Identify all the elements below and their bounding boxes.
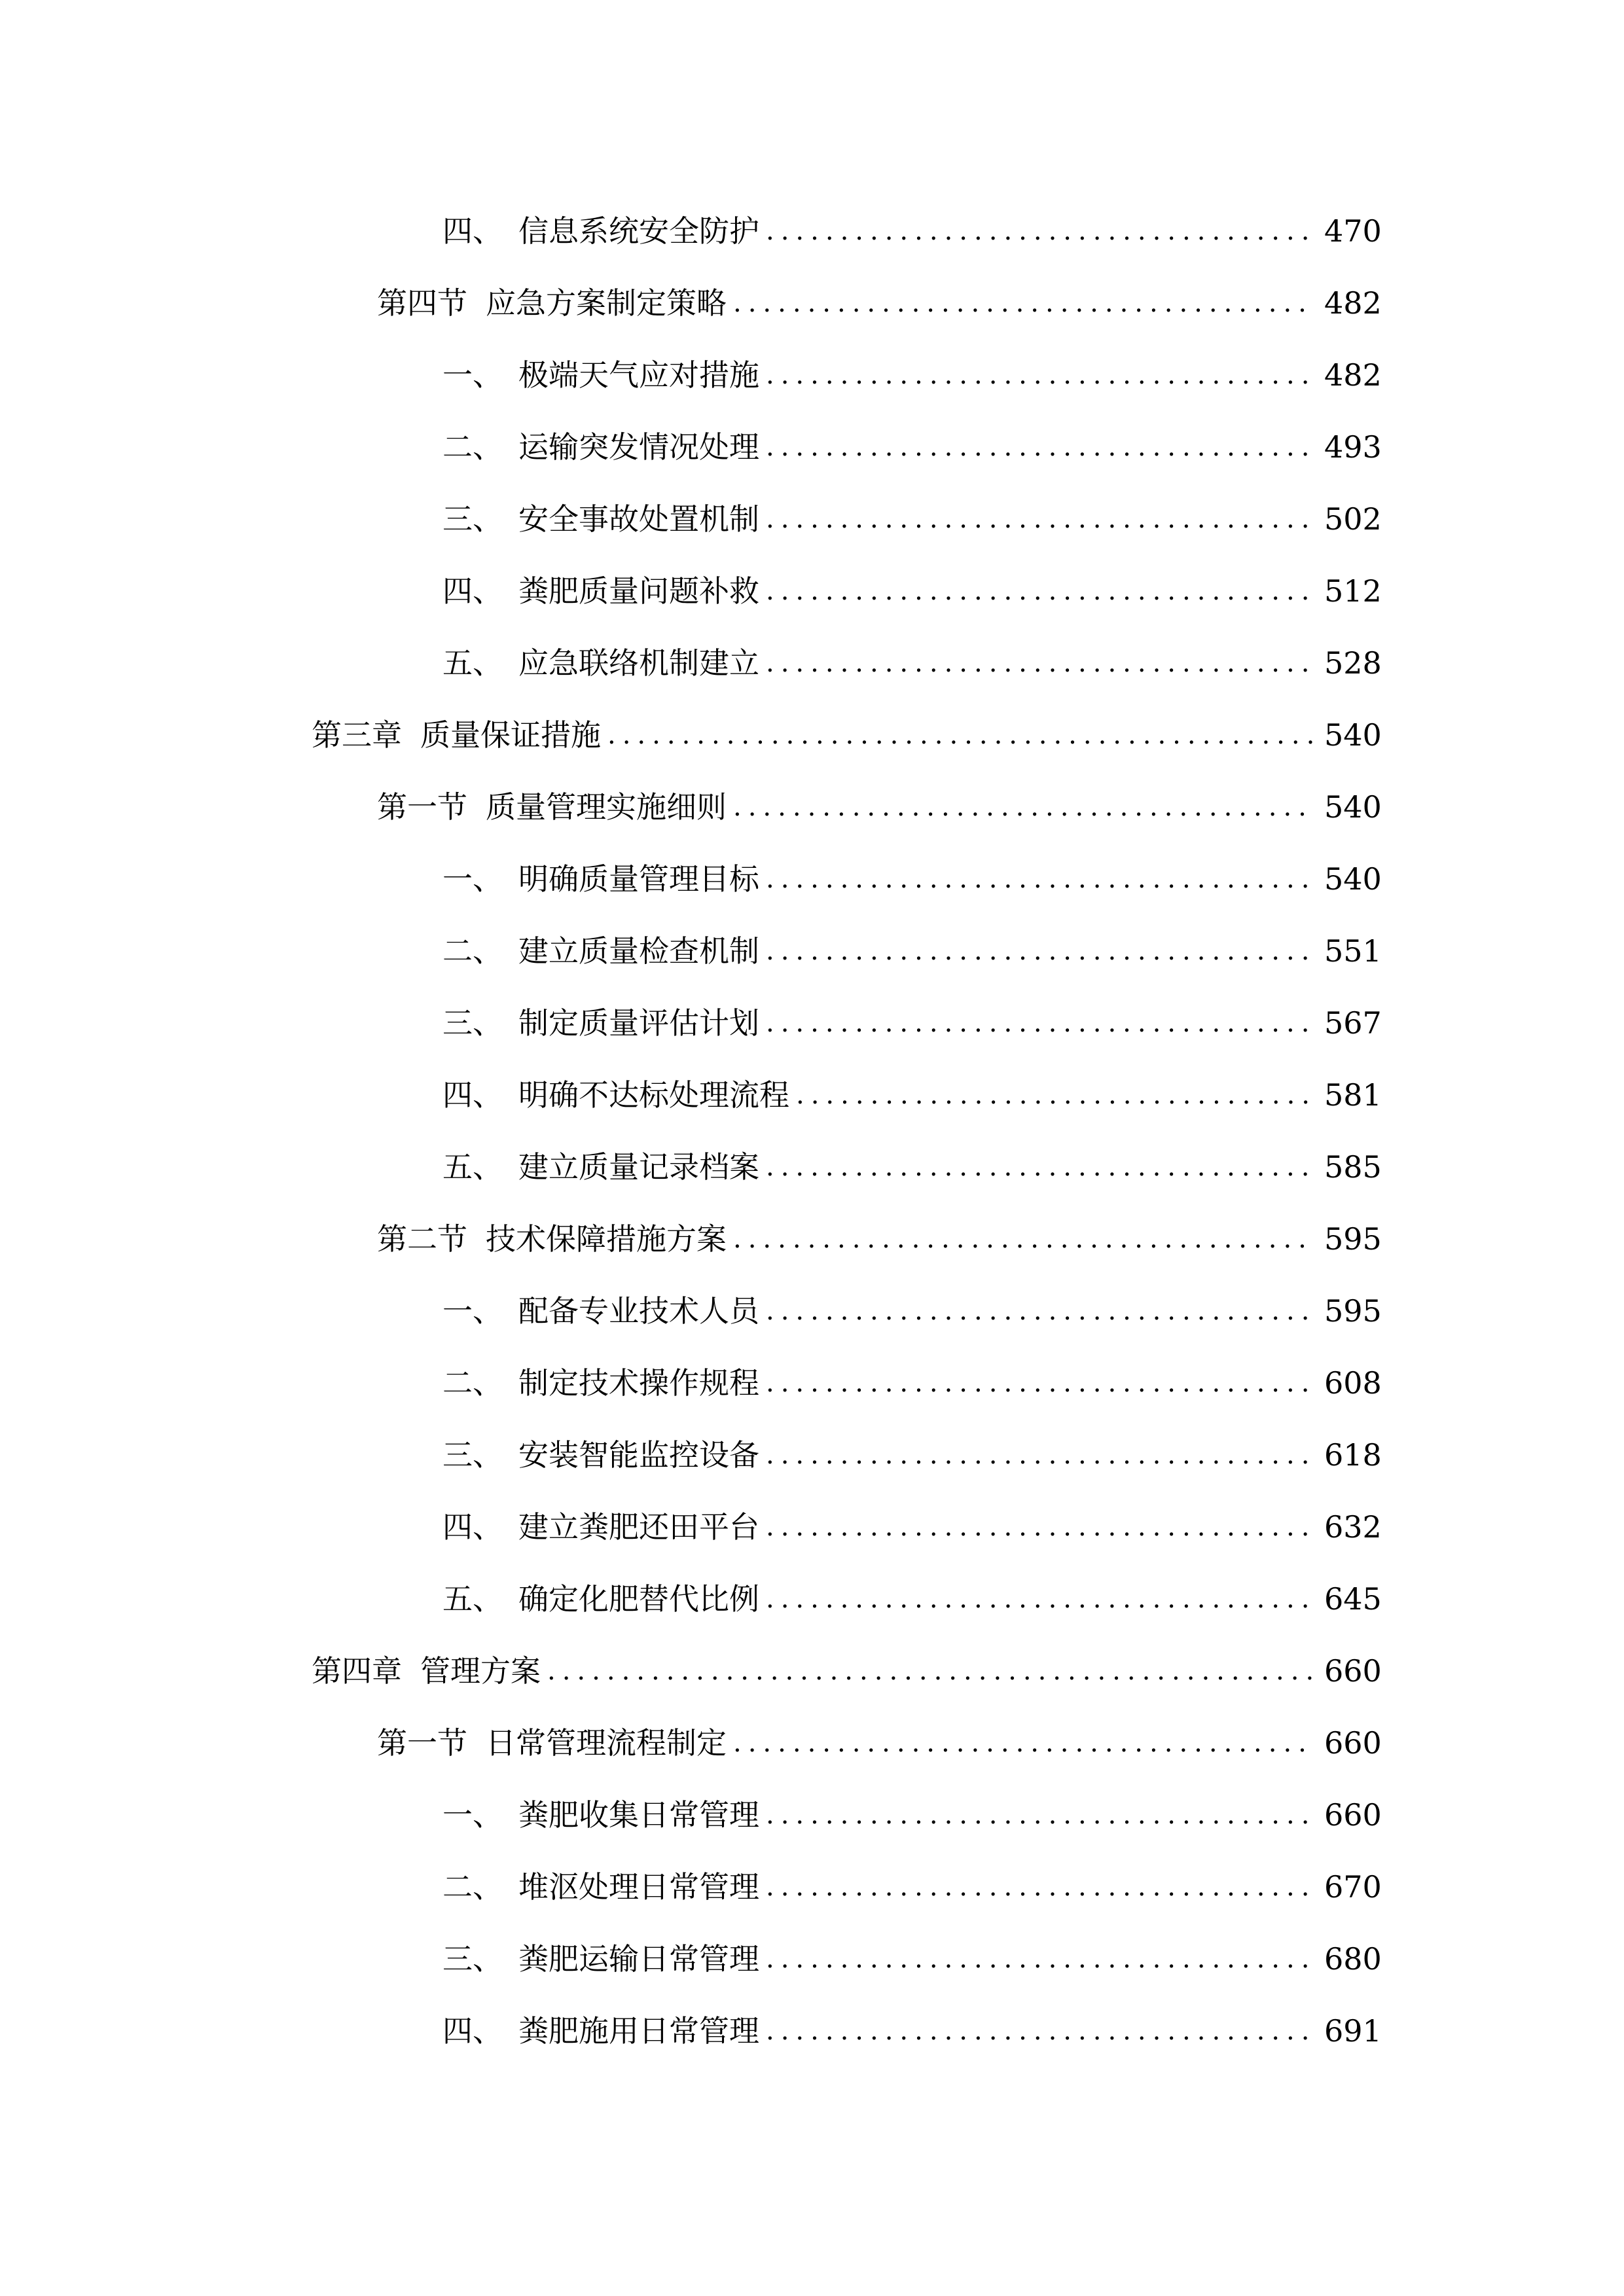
toc-entry-number: 第一节 [377,1725,467,1761]
toc-entry[interactable] [0,1707,1624,1779]
toc-entry[interactable] [0,699,1624,771]
toc-entry-title: 质量管理实施细则 [486,789,727,825]
toc-entry-title: 制定质量评估计划 [518,1005,759,1041]
toc-dot-leader [766,859,1315,899]
toc-entry-page: 595 [1324,1293,1382,1329]
toc-entry-number: 一、 [442,357,503,393]
toc-entry[interactable] [0,987,1624,1059]
toc-entry-page: 608 [1324,1365,1382,1401]
toc-dot-leader [733,787,1315,827]
toc-dot-leader [766,643,1315,683]
toc-entry-number: 二、 [442,933,503,969]
toc-entry-page: 540 [1324,861,1382,897]
toc-entry-number: 四、 [442,573,503,609]
toc-entry-title: 建立质量检查机制 [518,933,759,969]
toc-entry-page: 482 [1324,285,1382,321]
toc-entry-number: 二、 [442,1365,503,1401]
toc-dot-leader [766,211,1315,251]
toc-entry-page: 632 [1324,1509,1382,1545]
toc-entry-number: 四、 [442,1509,503,1545]
toc-entry-title: 安装智能监控设备 [518,1437,759,1473]
toc-entry-page: 470 [1324,213,1382,249]
toc-entry[interactable] [0,627,1624,699]
toc-entry-page: 660 [1324,1797,1382,1833]
toc-entry[interactable] [0,1923,1624,1995]
toc-dot-leader [766,1363,1315,1403]
toc-entry[interactable] [0,771,1624,843]
toc-entry-page: 645 [1324,1581,1382,1617]
toc-dot-leader [766,1867,1315,1907]
toc-entry-title: 技术保障措施方案 [486,1221,727,1257]
toc-entry-title: 粪肥施用日常管理 [518,2013,759,2049]
toc-entry-page: 660 [1324,1653,1382,1689]
toc-entry-page: 482 [1324,357,1382,393]
toc-entry[interactable] [0,1347,1624,1419]
toc-entry-page: 540 [1324,789,1382,825]
toc-entry-title: 配备专业技术人员 [518,1293,759,1329]
table-of-contents [0,195,1624,2067]
toc-dot-leader [766,2011,1315,2051]
toc-entry-title: 管理方案 [420,1653,541,1689]
toc-entry[interactable] [0,1995,1624,2067]
toc-entry-number: 二、 [442,429,503,465]
toc-dot-leader [547,1651,1315,1691]
toc-dot-leader [766,1795,1315,1835]
toc-entry[interactable] [0,1419,1624,1491]
toc-entry-title: 运输突发情况处理 [518,429,759,465]
toc-entry-title: 极端天气应对措施 [518,357,759,393]
toc-entry-title: 制定技术操作规程 [518,1365,759,1401]
toc-entry[interactable] [0,1131,1624,1203]
toc-entry-number: 二、 [442,1869,503,1905]
toc-entry-title: 堆沤处理日常管理 [518,1869,759,1905]
toc-dot-leader [766,1003,1315,1043]
toc-entry-page: 493 [1324,429,1382,465]
toc-dot-leader [733,1723,1315,1763]
toc-dot-leader [766,1507,1315,1547]
toc-entry[interactable] [0,915,1624,987]
toc-entry[interactable] [0,1203,1624,1275]
toc-entry-number: 五、 [442,1581,503,1617]
toc-dot-leader [766,1939,1315,1979]
toc-entry[interactable] [0,483,1624,555]
toc-entry-title: 日常管理流程制定 [486,1725,727,1761]
toc-entry-title: 应急方案制定策略 [486,285,727,321]
toc-entry-page: 585 [1324,1149,1382,1185]
toc-entry-number: 第三章 [312,717,402,753]
toc-entry[interactable] [0,1059,1624,1131]
toc-entry-title: 明确不达标处理流程 [518,1077,789,1113]
toc-entry-page: 660 [1324,1725,1382,1761]
toc-entry-title: 应急联络机制建立 [518,645,759,681]
toc-dot-leader [766,499,1315,539]
toc-dot-leader [733,1219,1315,1259]
toc-dot-leader [733,283,1315,323]
toc-entry-number: 五、 [442,1149,503,1185]
toc-dot-leader [766,355,1315,395]
toc-entry-number: 三、 [442,1005,503,1041]
toc-entry-number: 三、 [442,1941,503,1977]
toc-entry[interactable] [0,1851,1624,1923]
toc-dot-leader [766,571,1315,611]
toc-entry-number: 第一节 [377,789,467,825]
toc-entry-title: 质量保证措施 [420,717,601,753]
toc-entry-number: 第四章 [312,1653,402,1689]
toc-entry-page: 595 [1324,1221,1382,1257]
toc-entry-title: 建立质量记录档案 [518,1149,759,1185]
toc-entry-page: 540 [1324,717,1382,753]
toc-entry-number: 第二节 [377,1221,467,1257]
toc-entry-title: 明确质量管理目标 [518,861,759,897]
toc-entry-title: 建立粪肥还田平台 [518,1509,759,1545]
toc-dot-leader [766,1147,1315,1187]
toc-entry-title: 确定化肥替代比例 [518,1581,759,1617]
toc-entry-number: 一、 [442,1293,503,1329]
toc-entry[interactable] [0,339,1624,411]
toc-entry[interactable] [0,1779,1624,1851]
toc-entry-title: 粪肥质量问题补救 [518,573,759,609]
toc-entry-title: 粪肥收集日常管理 [518,1797,759,1833]
toc-entry-page: 512 [1324,573,1382,609]
toc-entry-title: 安全事故处置机制 [518,501,759,537]
toc-entry[interactable] [0,1635,1624,1707]
toc-entry-page: 618 [1324,1437,1382,1473]
toc-entry-number: 四、 [442,1077,503,1113]
toc-entry[interactable] [0,1563,1624,1635]
toc-entry-page: 551 [1324,933,1382,969]
toc-entry-page: 680 [1324,1941,1382,1977]
toc-entry-number: 一、 [442,1797,503,1833]
toc-entry-number: 四、 [442,213,503,249]
toc-dot-leader [766,1579,1315,1619]
toc-entry[interactable] [0,411,1624,483]
toc-entry[interactable] [0,555,1624,627]
toc-dot-leader [766,1435,1315,1475]
toc-entry[interactable] [0,1275,1624,1347]
toc-dot-leader [766,427,1315,467]
toc-entry[interactable] [0,195,1624,267]
toc-entry-title: 信息系统安全防护 [518,213,759,249]
toc-entry-page: 670 [1324,1869,1382,1905]
toc-entry-number: 三、 [442,501,503,537]
toc-entry-number: 一、 [442,861,503,897]
toc-dot-leader [766,1291,1315,1331]
toc-dot-leader [607,715,1315,755]
toc-entry-number: 五、 [442,645,503,681]
toc-entry-page: 567 [1324,1005,1382,1041]
toc-entry-number: 三、 [442,1437,503,1473]
toc-entry-page: 581 [1324,1077,1382,1113]
toc-entry-page: 502 [1324,501,1382,537]
toc-entry-number: 四、 [442,2013,503,2049]
toc-dot-leader [766,931,1315,971]
toc-entry-page: 691 [1324,2013,1382,2049]
toc-dot-leader [796,1075,1315,1115]
toc-entry[interactable] [0,267,1624,339]
toc-entry[interactable] [0,1491,1624,1563]
toc-entry[interactable] [0,843,1624,915]
toc-entry-number: 第四节 [377,285,467,321]
toc-entry-title: 粪肥运输日常管理 [518,1941,759,1977]
toc-entry-page: 528 [1324,645,1382,681]
